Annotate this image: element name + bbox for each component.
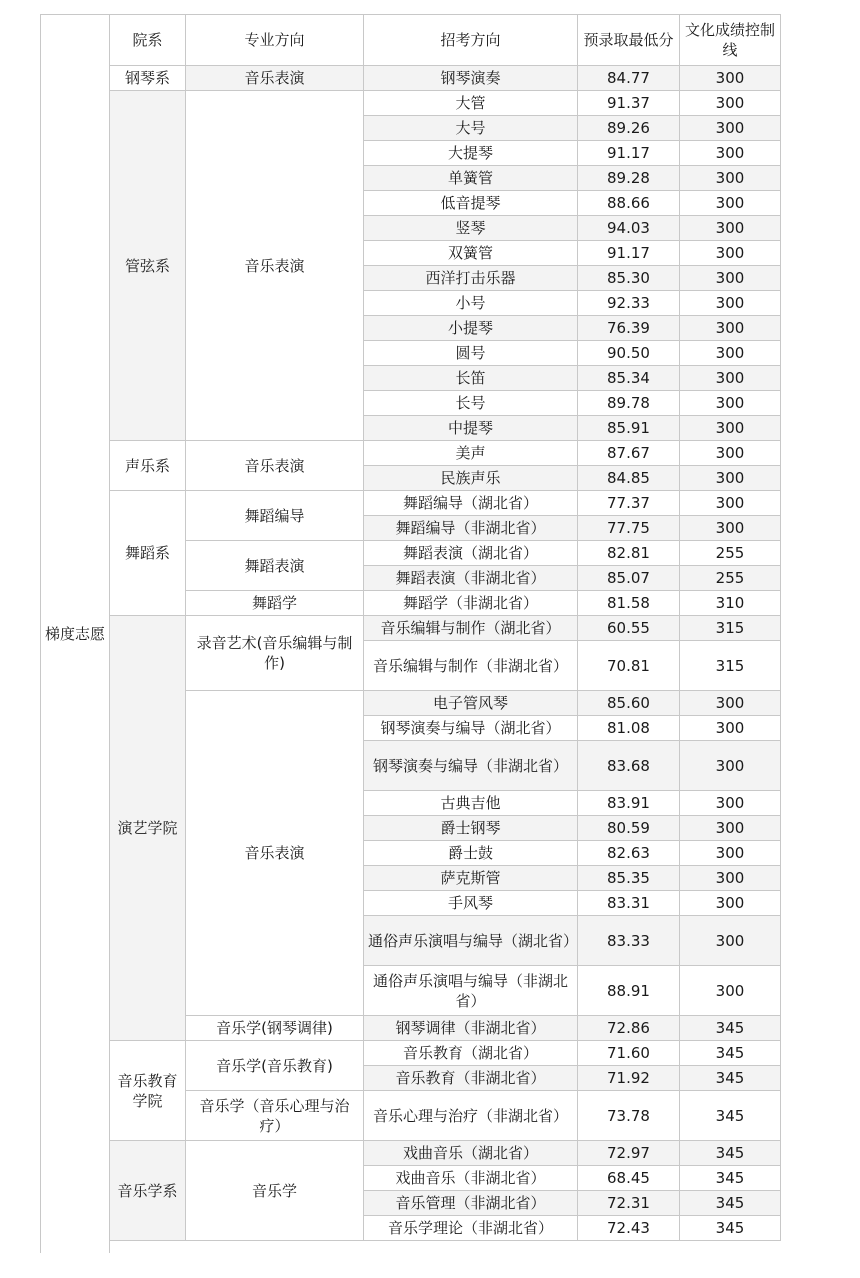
score-cell: 72.43	[578, 1216, 680, 1241]
score-cell: 77.37	[578, 491, 680, 516]
direction-cell: 舞蹈编导（非湖北省）	[364, 516, 578, 541]
cutoff-cell: 300	[680, 241, 781, 266]
direction-cell: 音乐心理与治疗（非湖北省）	[364, 1091, 578, 1141]
cutoff-cell: 345	[680, 1216, 781, 1241]
department-cell: 声乐系	[110, 441, 186, 491]
score-cell: 82.81	[578, 541, 680, 566]
major-cell: 音乐学（音乐心理与治疗）	[186, 1091, 364, 1141]
direction-cell: 长笛	[364, 366, 578, 391]
direction-cell: 戏曲音乐（湖北省）	[364, 1141, 578, 1166]
direction-cell: 竖琴	[364, 216, 578, 241]
direction-cell: 音乐编辑与制作（湖北省）	[364, 616, 578, 641]
cutoff-cell: 315	[680, 616, 781, 641]
cutoff-cell: 300	[680, 66, 781, 91]
direction-cell: 钢琴演奏	[364, 66, 578, 91]
direction-cell: 大提琴	[364, 141, 578, 166]
cutoff-cell: 300	[680, 116, 781, 141]
cutoff-cell: 300	[680, 316, 781, 341]
major-cell: 音乐表演	[186, 91, 364, 441]
score-cell: 85.34	[578, 366, 680, 391]
major-cell: 音乐表演	[186, 441, 364, 491]
score-cell: 60.55	[578, 616, 680, 641]
cutoff-cell: 255	[680, 566, 781, 591]
major-cell: 舞蹈编导	[186, 491, 364, 541]
score-cell: 85.35	[578, 866, 680, 891]
score-cell: 71.60	[578, 1041, 680, 1066]
score-cell: 84.85	[578, 466, 680, 491]
cutoff-cell: 345	[680, 1191, 781, 1216]
cutoff-cell: 300	[680, 266, 781, 291]
direction-cell: 小提琴	[364, 316, 578, 341]
table-row	[41, 1041, 781, 1066]
score-header: 预录取最低分	[578, 15, 680, 66]
cutoff-cell: 300	[680, 216, 781, 241]
direction-cell: 双簧管	[364, 241, 578, 266]
department-cell: 演艺学院	[110, 616, 186, 1041]
cutoff-cell: 310	[680, 591, 781, 616]
direction-cell: 单簧管	[364, 166, 578, 191]
score-cell: 85.07	[578, 566, 680, 591]
group-label-cell: 梯度志愿	[41, 15, 110, 1253]
score-cell: 89.78	[578, 391, 680, 416]
admission-score-table	[40, 14, 781, 1253]
score-cell: 83.33	[578, 916, 680, 966]
score-cell: 90.50	[578, 341, 680, 366]
table-row	[41, 1141, 781, 1166]
direction-cell: 长号	[364, 391, 578, 416]
padding-row	[41, 1241, 781, 1253]
score-cell: 87.67	[578, 441, 680, 466]
direction-cell: 民族声乐	[364, 466, 578, 491]
direction-cell: 美声	[364, 441, 578, 466]
department-header: 院系	[110, 15, 186, 66]
score-cell: 70.81	[578, 641, 680, 691]
cutoff-cell: 300	[680, 816, 781, 841]
score-cell: 89.28	[578, 166, 680, 191]
score-cell: 72.31	[578, 1191, 680, 1216]
direction-cell: 钢琴演奏与编导（湖北省）	[364, 716, 578, 741]
direction-cell: 电子管风琴	[364, 691, 578, 716]
direction-cell: 音乐管理（非湖北省）	[364, 1191, 578, 1216]
major-cell: 音乐学	[186, 1141, 364, 1241]
score-cell: 88.91	[578, 966, 680, 1016]
cutoff-cell: 255	[680, 541, 781, 566]
major-cell: 舞蹈表演	[186, 541, 364, 591]
direction-cell: 舞蹈表演（湖北省）	[364, 541, 578, 566]
table-row	[41, 491, 781, 516]
score-cell: 81.08	[578, 716, 680, 741]
score-cell: 91.37	[578, 91, 680, 116]
department-cell: 音乐学系	[110, 1141, 186, 1241]
direction-cell: 圆号	[364, 341, 578, 366]
header-row	[41, 15, 781, 66]
score-cell: 81.58	[578, 591, 680, 616]
direction-cell: 戏曲音乐（非湖北省）	[364, 1166, 578, 1191]
direction-cell: 通俗声乐演唱与编导（湖北省）	[364, 916, 578, 966]
cutoff-cell: 345	[680, 1091, 781, 1141]
direction-cell: 音乐教育（非湖北省）	[364, 1066, 578, 1091]
department-cell: 钢琴系	[110, 66, 186, 91]
score-cell: 72.86	[578, 1016, 680, 1041]
table-row	[41, 66, 781, 91]
score-cell: 91.17	[578, 141, 680, 166]
direction-cell: 音乐学理论（非湖北省）	[364, 1216, 578, 1241]
cutoff-cell: 300	[680, 191, 781, 216]
cutoff-cell: 345	[680, 1066, 781, 1091]
score-cell: 83.31	[578, 891, 680, 916]
score-cell: 68.45	[578, 1166, 680, 1191]
score-cell: 85.60	[578, 691, 680, 716]
cutoff-cell: 300	[680, 841, 781, 866]
score-cell: 71.92	[578, 1066, 680, 1091]
direction-cell: 舞蹈学（非湖北省）	[364, 591, 578, 616]
cutoff-cell: 345	[680, 1041, 781, 1066]
cutoff-cell: 300	[680, 366, 781, 391]
cutoff-cell: 300	[680, 91, 781, 116]
direction-cell: 萨克斯管	[364, 866, 578, 891]
score-cell: 83.91	[578, 791, 680, 816]
cutoff-cell: 300	[680, 291, 781, 316]
cutoff-cell: 345	[680, 1141, 781, 1166]
cutoff-cell: 345	[680, 1016, 781, 1041]
score-cell: 88.66	[578, 191, 680, 216]
direction-cell: 通俗声乐演唱与编导（非湖北省）	[364, 966, 578, 1016]
major-header: 专业方向	[186, 15, 364, 66]
score-cell: 77.75	[578, 516, 680, 541]
cutoff-cell: 300	[680, 341, 781, 366]
cutoff-cell: 345	[680, 1166, 781, 1191]
admission-table-container	[40, 14, 781, 1253]
score-cell: 72.97	[578, 1141, 680, 1166]
cutoff-cell: 300	[680, 691, 781, 716]
cutoff-cell: 300	[680, 966, 781, 1016]
cutoff-cell: 315	[680, 641, 781, 691]
major-cell: 音乐学(音乐教育)	[186, 1041, 364, 1091]
major-cell: 音乐学(钢琴调律)	[186, 1016, 364, 1041]
major-cell: 音乐表演	[186, 691, 364, 1016]
score-cell: 91.17	[578, 241, 680, 266]
cutoff-cell: 300	[680, 141, 781, 166]
score-cell: 89.26	[578, 116, 680, 141]
score-cell: 85.91	[578, 416, 680, 441]
direction-cell: 音乐编辑与制作（非湖北省）	[364, 641, 578, 691]
cutoff-cell: 300	[680, 716, 781, 741]
department-cell: 音乐教育学院	[110, 1041, 186, 1141]
cutoff-cell: 300	[680, 791, 781, 816]
table-row	[41, 441, 781, 466]
major-cell: 舞蹈学	[186, 591, 364, 616]
cutoff-cell: 300	[680, 441, 781, 466]
table-row	[41, 91, 781, 116]
direction-cell: 爵士鼓	[364, 841, 578, 866]
score-cell: 94.03	[578, 216, 680, 241]
direction-cell: 西洋打击乐器	[364, 266, 578, 291]
direction-cell: 钢琴调律（非湖北省）	[364, 1016, 578, 1041]
cutoff-cell: 300	[680, 891, 781, 916]
cutoff-cell: 300	[680, 466, 781, 491]
direction-cell: 大号	[364, 116, 578, 141]
direction-cell: 爵士钢琴	[364, 816, 578, 841]
cutoff-cell: 300	[680, 916, 781, 966]
department-cell: 舞蹈系	[110, 491, 186, 616]
cutoff-cell: 300	[680, 391, 781, 416]
direction-cell: 钢琴演奏与编导（非湖北省）	[364, 741, 578, 791]
score-cell: 92.33	[578, 291, 680, 316]
direction-cell: 中提琴	[364, 416, 578, 441]
score-cell: 82.63	[578, 841, 680, 866]
department-cell: 管弦系	[110, 91, 186, 441]
major-cell: 录音艺术(音乐编辑与制作)	[186, 616, 364, 691]
score-cell: 76.39	[578, 316, 680, 341]
direction-cell: 舞蹈表演（非湖北省）	[364, 566, 578, 591]
major-cell: 音乐表演	[186, 66, 364, 91]
cutoff-cell: 300	[680, 866, 781, 891]
padding-cell	[110, 1241, 781, 1253]
direction-cell: 舞蹈编导（湖北省）	[364, 491, 578, 516]
cutoff-cell: 300	[680, 516, 781, 541]
direction-cell: 大管	[364, 91, 578, 116]
cutoff-cell: 300	[680, 166, 781, 191]
direction-header: 招考方向	[364, 15, 578, 66]
score-cell: 80.59	[578, 816, 680, 841]
direction-cell: 手风琴	[364, 891, 578, 916]
direction-cell: 音乐教育（湖北省）	[364, 1041, 578, 1066]
score-cell: 83.68	[578, 741, 680, 791]
score-cell: 84.77	[578, 66, 680, 91]
score-cell: 73.78	[578, 1091, 680, 1141]
direction-cell: 小号	[364, 291, 578, 316]
table-row	[41, 616, 781, 641]
cutoff-cell: 300	[680, 741, 781, 791]
cutoff-cell: 300	[680, 416, 781, 441]
cutoff-cell: 300	[680, 491, 781, 516]
score-cell: 85.30	[578, 266, 680, 291]
direction-cell: 低音提琴	[364, 191, 578, 216]
direction-cell: 古典吉他	[364, 791, 578, 816]
cutoff-header: 文化成绩控制线	[680, 15, 781, 66]
